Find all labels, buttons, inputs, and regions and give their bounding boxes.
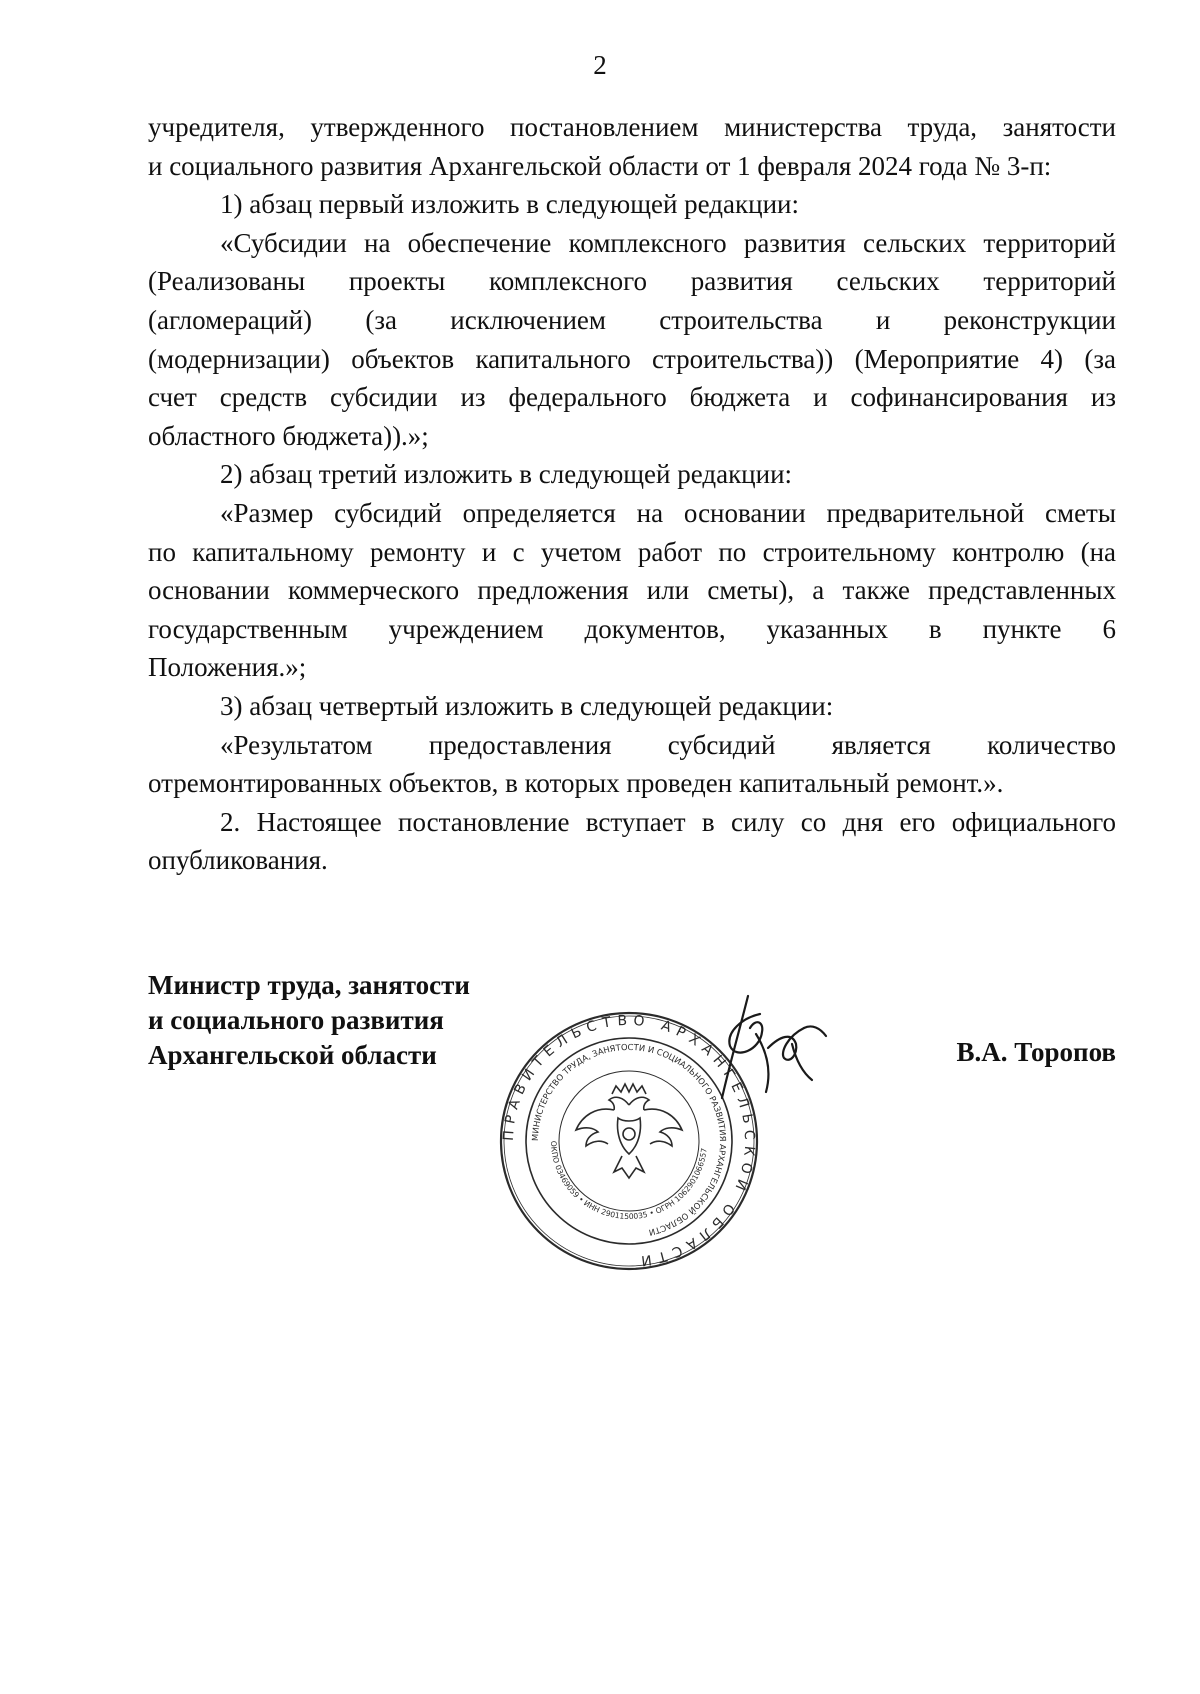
document-body — [148, 108, 1116, 880]
text-line: учредителя, утвержденного постановлением министерства труда, занятости — [148, 112, 1116, 142]
text-line: «Размер субсидий определяется на основании предварительной сметы — [220, 497, 1116, 528]
text-line: (модернизации) объектов капитального строительства)) (Мероприятие 4) (за — [148, 343, 1116, 374]
signer-title-line: и социального развития — [148, 1005, 444, 1035]
eagle-emblem-icon — [576, 1084, 682, 1178]
signature-icon — [700, 988, 840, 1118]
text-line: отремонтированных объектов, в которых проведен капитальный ремонт.». — [148, 768, 1004, 799]
text-line: 3) абзац четвертый изложить в следующей редакции: — [220, 690, 834, 721]
svg-text:ОКПО 03469059 • ИНН 2901150035 — [549, 1141, 709, 1221]
seal-inner-text: МИНИСТЕРСТВО ТРУДА, ЗАНЯТОСТИ И СОЦИАЛЬНОГО РАЗВИТИЯ АРХАНГЕЛЬСКОЙ ОБЛАСТИ — [529, 1041, 729, 1238]
seal-outer-text: ПРАВИТЕЛЬСТВО АРХАНГЕЛЬСКОЙ ОБЛАСТИ — [500, 1012, 758, 1270]
text-line: государственным учреждением документов, указанных в пункте 6 — [148, 613, 1116, 644]
text-line: 2) абзац третий изложить в следующей редакции: — [220, 459, 793, 490]
text-line: счет средств субсидии из федерального бюджета и софинансирования из — [148, 382, 1116, 413]
text-line: Положения.»; — [148, 652, 307, 683]
text-line: (агломераций) (за исключением строительства и реконструкции — [148, 304, 1116, 335]
text-line: «Субсидии на обеспечение комплексного развития сельских территорий — [220, 227, 1116, 258]
seal-codes-text: ОКПО 03469059 • ИНН 2901150035 • ОГРН 1062901066557 — [548, 1140, 709, 1222]
text-line: опубликования. — [148, 845, 328, 876]
signer-title-line: Архангельской области — [148, 1040, 437, 1070]
signer-title — [148, 968, 470, 1073]
text-line: (Реализованы проекты комплексного развития сельских территорий — [148, 266, 1116, 297]
text-line: «Результатом предоставления субсидий является количество — [220, 729, 1116, 760]
text-line: областного бюджета)).»; — [148, 420, 429, 451]
text-line: и социального развития Архангельской области от 1 февраля 2024 года № 3-п: — [148, 150, 1052, 181]
signer-name: В.А. Торопов — [956, 1037, 1116, 1067]
text-line: 1) абзац первый изложить в следующей редакции: — [220, 189, 799, 220]
text-line: по капитальному ремонту и с учетом работ по строительному контролю (на — [148, 536, 1116, 567]
text-line: основании коммерческого предложения или сметы), а также представленных — [148, 575, 1116, 606]
page-number: 2 — [593, 50, 607, 80]
signer-title-line: Министр труда, занятости — [148, 970, 470, 1000]
text-line: 2. Настоящее постановление вступает в силу со дня его официального — [220, 806, 1116, 837]
